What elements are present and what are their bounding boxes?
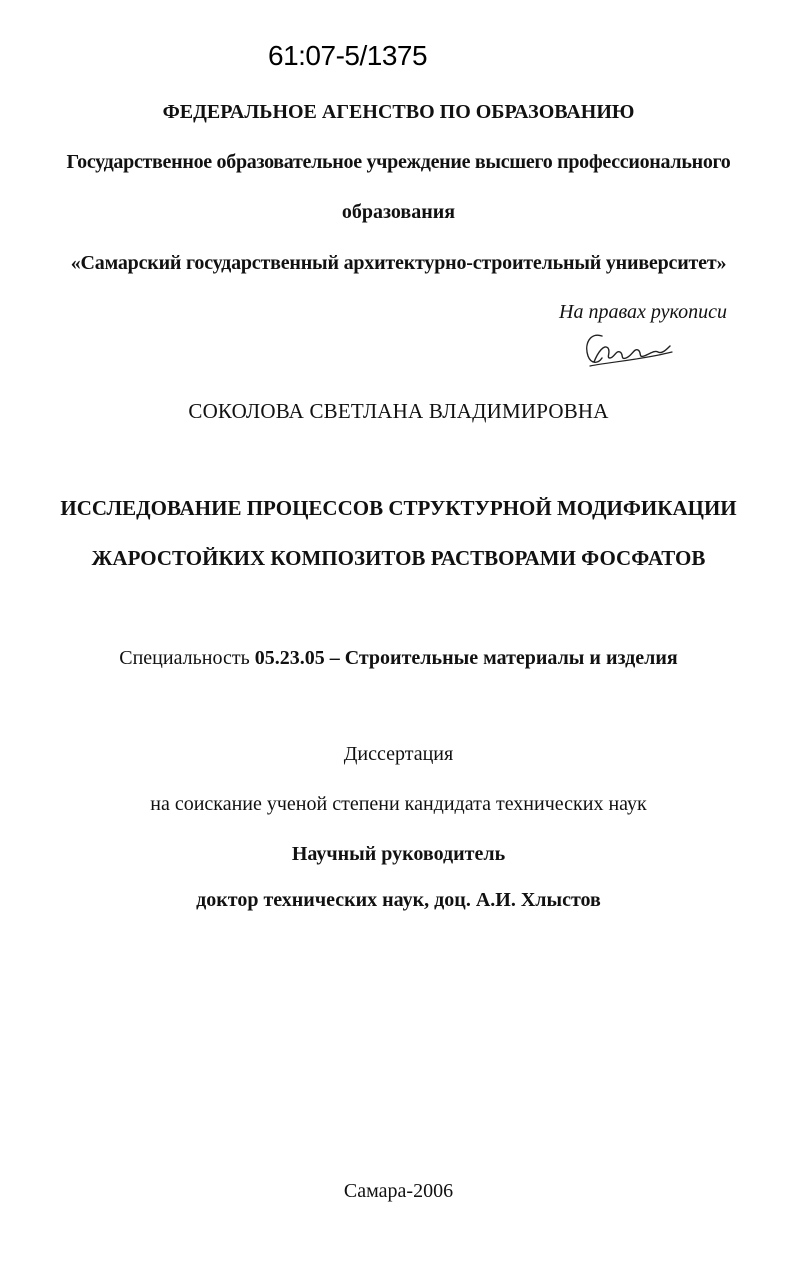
thesis-title-line-2: ЖАРОСТОЙКИХ КОМПОЗИТОВ РАСТВОРАМИ ФОСФАТОВ [91, 546, 706, 570]
specialty-separator: – [329, 647, 340, 669]
manuscript-rights: На правах рукописи [559, 301, 727, 323]
institution-line-2: образования [341, 201, 456, 223]
supervisor-name: доктор технических наук, доц. А.И. Хлыстов [196, 889, 601, 911]
agency-name: ФЕДЕРАЛЬНОЕ АГЕНСТВО ПО ОБРАЗОВАНИЮ [162, 101, 635, 123]
institution-line-1: Государственное образовательное учреждение высшего профессионального [66, 151, 731, 173]
author-name: СОКОЛОВА СВЕТЛАНА ВЛАДИМИРОВНА [188, 399, 609, 423]
specialty [0, 646, 797, 670]
signature-icon [580, 322, 680, 372]
degree-line: на соискание ученой степени кандидата технических наук [150, 793, 647, 815]
specialty-name: Строительные материалы и изделия [344, 647, 678, 669]
dissertation-label: Диссертация [343, 743, 454, 765]
registration-number: 61:07-5/1375 [268, 40, 428, 71]
specialty-code: 05.23.05 [254, 647, 325, 669]
supervisor-label: Научный руководитель [291, 843, 506, 865]
university-name: «Самарский государственный архитектурно-строительный университет» [70, 252, 727, 274]
city-year: Самара-2006 [343, 1180, 454, 1202]
thesis-title-line-1: ИССЛЕДОВАНИЕ ПРОЦЕССОВ СТРУКТУРНОЙ МОДИФИКАЦИИ [60, 496, 737, 520]
specialty-prefix: Специальность [119, 647, 250, 669]
